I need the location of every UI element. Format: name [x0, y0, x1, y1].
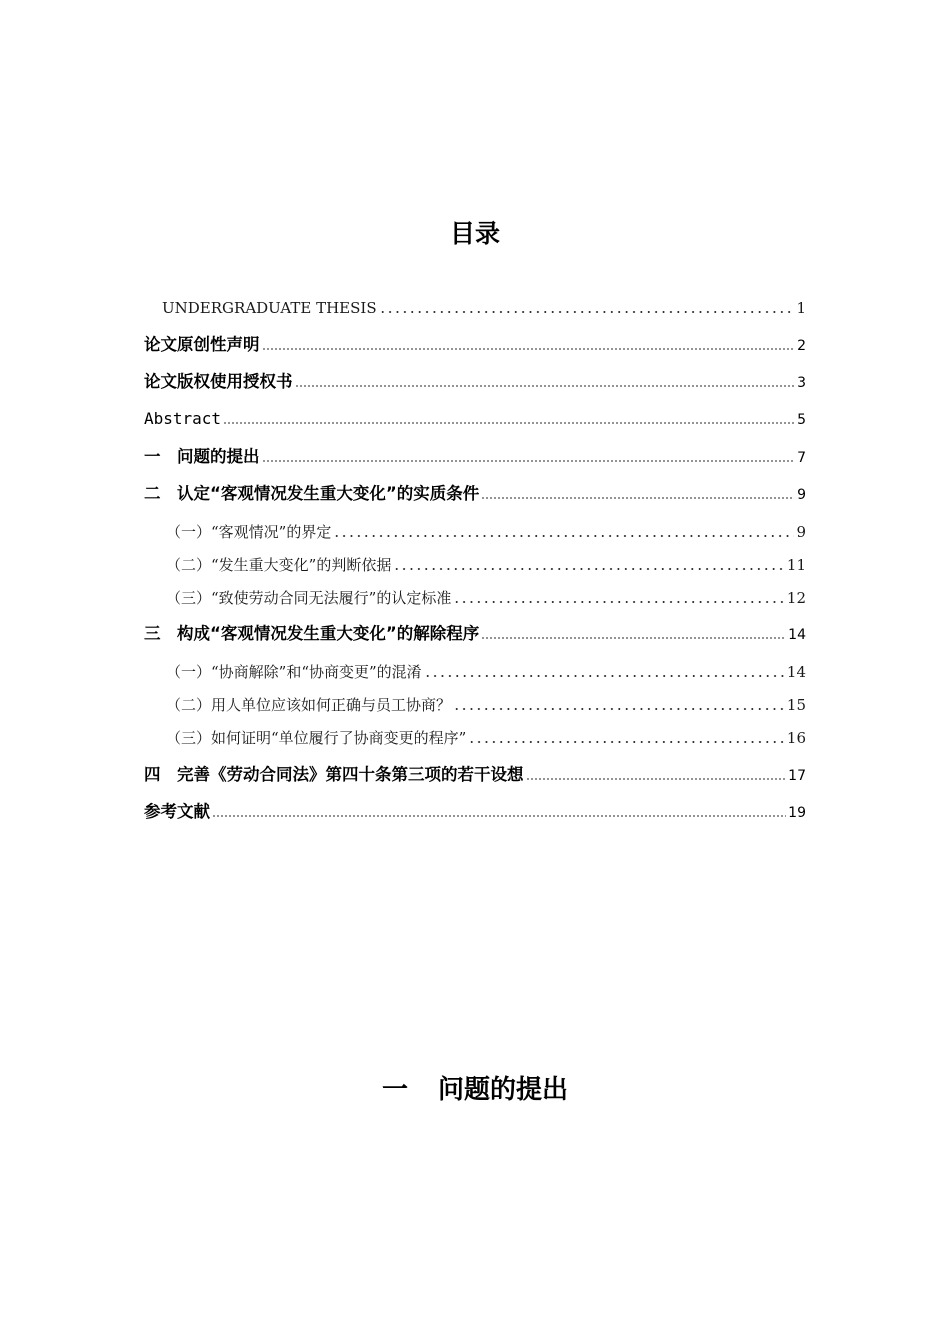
- toc-page-number: 15: [786, 696, 806, 714]
- toc-leader-dots: [333, 526, 794, 538]
- toc-entry-chapter-2-1[interactable]: [166, 519, 806, 545]
- toc-leader-dots: [468, 732, 785, 744]
- toc-leader-dots: [295, 376, 795, 388]
- toc-entry-chapter-3-2[interactable]: [166, 692, 806, 718]
- toc-entry-label: 四 完善《劳动合同法》第四十条第三项的若干设想: [144, 765, 524, 784]
- toc-entry-undergraduate-thesis[interactable]: [162, 295, 806, 321]
- toc-entry-label: （三）“致使劳动合同无法履行”的认定标准: [166, 589, 452, 607]
- toc-leader-dots: [453, 592, 785, 604]
- toc-entry-label: （二）用人单位应该如何正确与员工协商？: [166, 696, 452, 714]
- toc-entry-originality-statement[interactable]: [144, 332, 806, 358]
- toc-entry-label: 论文原创性声明: [144, 335, 260, 354]
- section-heading: [0, 1070, 950, 1110]
- toc-page-number: 2: [797, 338, 806, 354]
- toc-entry-label: UNDERGRADUATE THESIS: [162, 299, 377, 317]
- toc-entry-label: Abstract: [144, 409, 222, 428]
- toc-title: 目录: [449, 219, 500, 248]
- toc-leader-dots: [379, 302, 794, 314]
- toc-page-number: 14: [788, 627, 806, 643]
- toc-leader-dots: [481, 488, 794, 500]
- toc-leader-dots: [223, 413, 794, 425]
- toc-page-number: 3: [797, 375, 806, 391]
- toc-leader-dots: [481, 628, 786, 640]
- toc-page-number: 5: [797, 412, 806, 428]
- toc-page-number: 12: [786, 589, 806, 607]
- toc-entry-chapter-4[interactable]: [144, 762, 806, 788]
- toc-leader-dots: [526, 769, 787, 781]
- toc-page-number: 17: [788, 768, 806, 784]
- toc-page-number: 19: [788, 805, 806, 821]
- toc-entry-label: （三）如何证明“单位履行了协商变更的程序”: [166, 729, 467, 747]
- toc-entry-chapter-2-2[interactable]: [166, 552, 806, 578]
- toc-entry-abstract[interactable]: [144, 406, 806, 432]
- section-title: 问题的提出: [438, 1075, 569, 1105]
- toc-leader-dots: [393, 559, 785, 571]
- toc-page-number: 16: [786, 729, 806, 747]
- toc-page-number: 7: [797, 450, 806, 466]
- toc-leader-dots: [262, 339, 795, 351]
- toc-entry-copyright-authorization[interactable]: [144, 369, 806, 395]
- toc-page-number: 11: [786, 556, 806, 574]
- toc-entry-chapter-1[interactable]: [144, 444, 806, 470]
- toc-entry-label: 二 认定“客观情况发生重大变化”的实质条件: [144, 484, 480, 503]
- toc-entry-chapter-2-3[interactable]: [166, 585, 806, 611]
- toc-page-number: 1: [796, 299, 806, 317]
- toc-entry-label: （一）“协商解除”和“协商变更”的混淆: [166, 663, 422, 681]
- toc-entry-label: （二）“发生重大变化”的判断依据: [166, 556, 392, 574]
- toc-entry-label: （一）“客观情况”的界定: [166, 523, 332, 541]
- toc-leader-dots: [262, 451, 795, 463]
- toc-entry-label: 参考文献: [144, 802, 210, 821]
- toc-entry-chapter-3-3[interactable]: [166, 725, 806, 751]
- toc-entry-chapter-3[interactable]: [144, 621, 806, 647]
- toc-page-number: 14: [786, 663, 806, 681]
- toc-entry-label: 三 构成“客观情况发生重大变化”的解除程序: [144, 624, 480, 643]
- toc-entry-chapter-3-1[interactable]: [166, 659, 806, 685]
- toc-entry-chapter-2[interactable]: [144, 481, 806, 507]
- toc-entry-label: 一 问题的提出: [144, 447, 260, 466]
- toc-leader-dots: [453, 699, 785, 711]
- toc-page-number: 9: [797, 487, 806, 503]
- toc-page-number: 9: [796, 523, 806, 541]
- toc-entry-references[interactable]: [144, 799, 806, 825]
- toc-leader-dots: [424, 666, 785, 678]
- section-number: 一: [381, 1075, 408, 1105]
- toc-leader-dots: [212, 806, 786, 818]
- toc-entry-label: 论文版权使用授权书: [144, 372, 293, 391]
